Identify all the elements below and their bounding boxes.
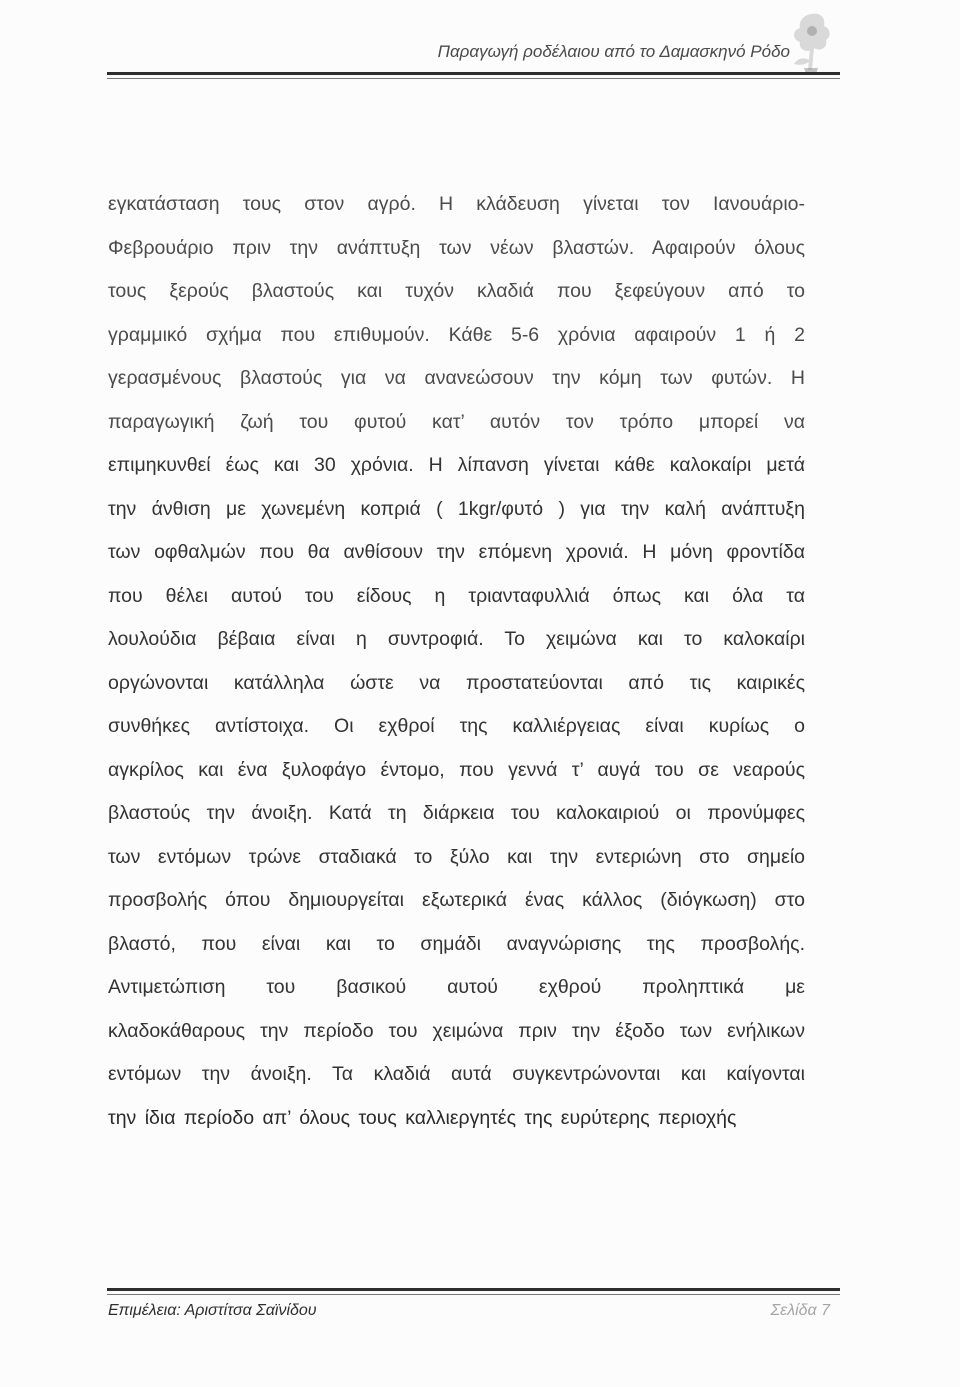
- body-text: [108, 183, 805, 1140]
- rose-logo-icon: [782, 8, 844, 78]
- text-line: οργώνονται κατάλληλα ώστε να προστατεύονται από τις καιρικές: [108, 671, 805, 694]
- document-title: Παραγωγή ροδέλαιου από το Δαμασκηνό Ρόδο: [437, 42, 790, 61]
- text-line: συνθήκες αντίστοιχα. Οι εχθροί της καλλιέργειας είναι κυρίως ο: [108, 715, 805, 737]
- text-line: εγκατάσταση τους στον αγρό. Η κλάδευση γίνεται τον Ιανουάριο-: [108, 193, 805, 215]
- text-line: γερασμένους βλαστούς για να ανανεώσουν την κόμη των φυτών. Η: [108, 367, 805, 389]
- text-line: την ίδια περίοδο απ’ όλους τους καλλιεργητές της ευρύτερης περιοχής: [108, 1106, 737, 1129]
- text-line: Αντιμετώπιση του βασικού αυτού εχθρού προληπτικά με: [108, 976, 805, 998]
- text-line: τους ξερούς βλαστούς και τυχόν κλαδιά που ξεφεύγουν από το: [108, 280, 805, 302]
- text-line: αγκρίλος και ένα ξυλοφάγο έντομο, που γεννά τ’ αυγά του σε νεαρούς: [108, 758, 805, 781]
- text-line: την άνθιση με χωνεμένη κοπριά ( 1kgr/φυτό ) για την καλή ανάπτυξη: [108, 497, 805, 520]
- text-line: βλαστό, που είναι και το σημάδι αναγνώρισης της προσβολής.: [108, 932, 805, 955]
- text-line: γραμμικό σχήμα που επιθυμούν. Κάθε 5-6 χρόνια αφαιρούν 1 ή 2: [108, 323, 805, 346]
- text-line: επιμηκυνθεί έως και 30 χρόνια. Η λίπανση γίνεται κάθε καλοκαίρι μετά: [108, 454, 805, 476]
- page-number: Σελίδα 7: [770, 1302, 830, 1319]
- text-line: Φεβρουάριο πριν την ανάπτυξη των νέων βλαστών. Αφαιρούν όλους: [108, 236, 805, 259]
- text-line: εντόμων την άνοιξη. Τα κλαδιά αυτά συγκεντρώνονται και καίγονται: [108, 1063, 805, 1085]
- text-line: των οφθαλμών που θα ανθίσουν την επόμενη χρονιά. Η μόνη φροντίδα: [108, 541, 805, 563]
- header-rule: [107, 72, 840, 79]
- text-line: βλαστούς την άνοιξη. Κατά τη διάρκεια του καλοκαιριού οι προνύμφες: [108, 802, 805, 824]
- text-line: λουλούδια βέβαια είναι η συντροφιά. Το χειμώνα και το καλοκαίρι: [108, 628, 805, 650]
- text-line: των εντόμων τρώνε σταδιακά το ξύλο και την εντεριώνη στο σημείο: [108, 845, 805, 868]
- text-line: κλαδοκάθαρους την περίοδο του χειμώνα πριν την έξοδο των ενήλικων: [108, 1019, 805, 1042]
- footer-rule: [107, 1288, 840, 1295]
- text-line: προσβολής όπου δημιουργείται εξωτερικά ένας κάλλος (διόγκωση) στο: [108, 889, 805, 911]
- text-line: παραγωγική ζωή του φυτού κατ’ αυτόν τον τρόπο μπορεί να: [108, 410, 805, 433]
- text-line: που θέλει αυτού του είδους η τριανταφυλλιά όπως και όλα τα: [108, 584, 805, 607]
- footer-editor: Επιμέλεια: Αριστίτσα Σαϊνίδου: [108, 1302, 317, 1319]
